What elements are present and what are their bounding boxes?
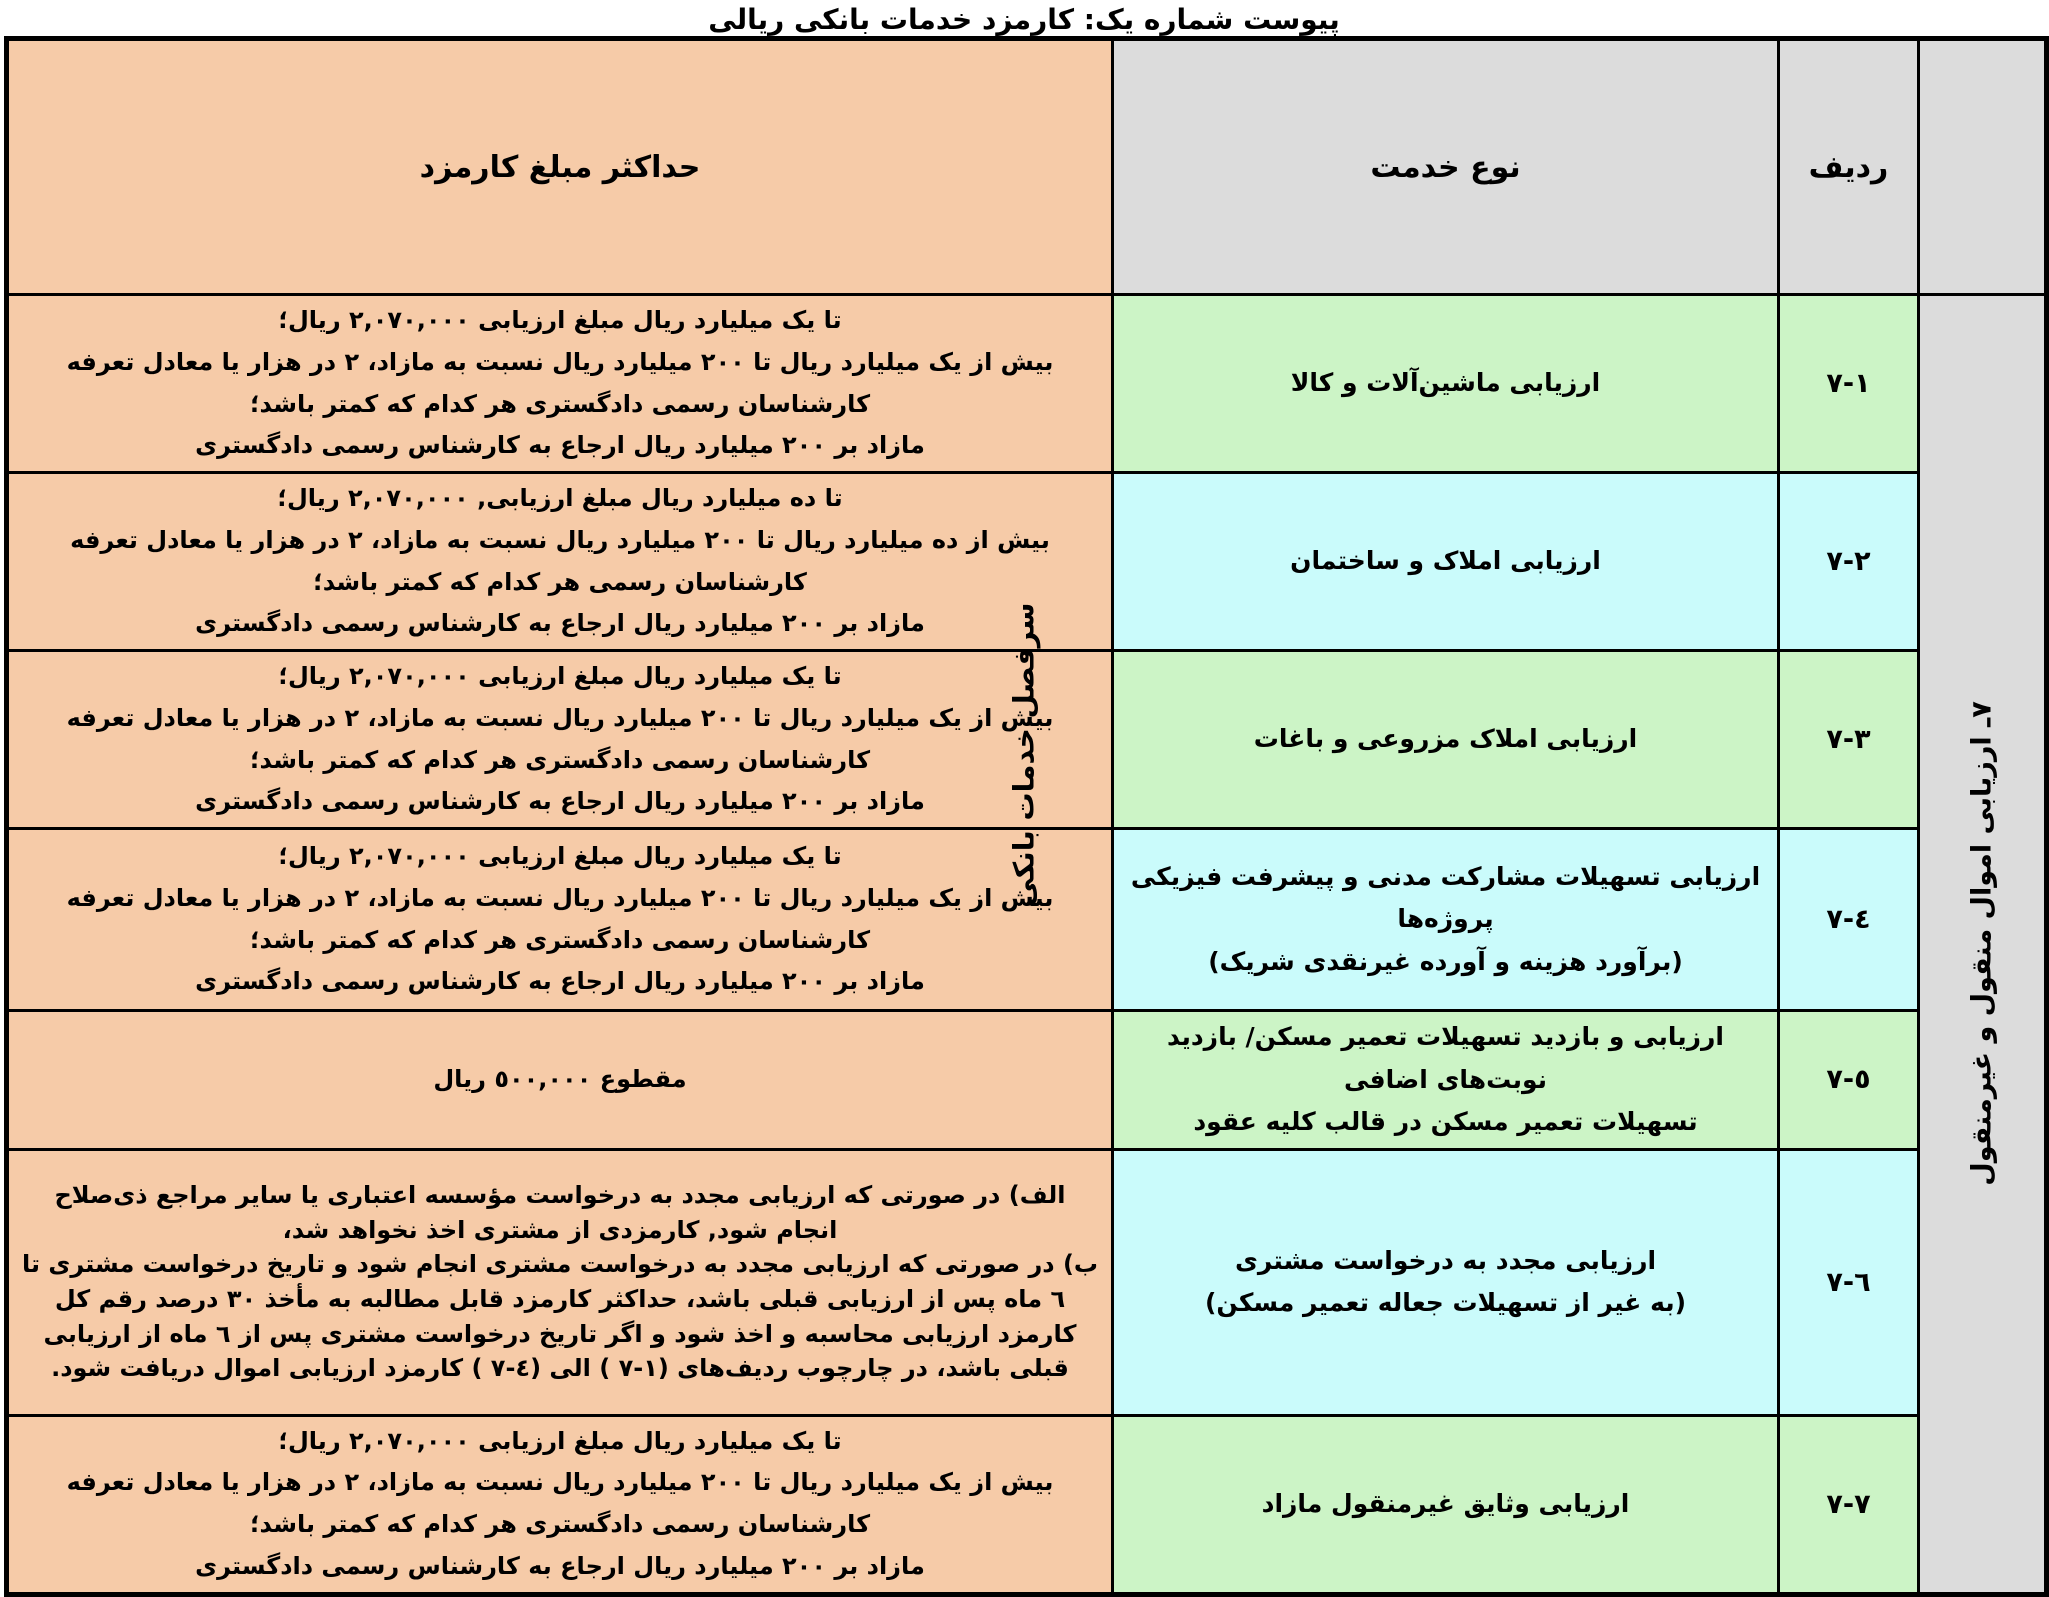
section-label: ۷ـ ارزیابی اموال منقول و غیرمنقول — [1966, 701, 1998, 1186]
row-number-cell: ۷-٤ — [1779, 829, 1919, 1011]
fee-cell: تا یک میلیارد ریال مبلغ ارزیابی ۲,۰۷۰,۰۰۰ ریال؛ بیش از یک میلیارد ریال تا ۲۰۰ میلیارد ریال نسبت به مازاد، ۲ در هزار یا معادل تعرفه کارشناسان رسمی دادگستری هر کدام که کمتر باشد؛ مازاد بر ۲۰۰ میلیارد ریال ارجاع به کارشناس رسمی دادگستری — [7, 651, 1113, 829]
row-number-cell: ۷-۳ — [1779, 651, 1919, 829]
row-number-cell: ۷-۲ — [1779, 473, 1919, 651]
col-header-row-no: ردیف — [1779, 39, 1919, 295]
fee-cell: تا ده میلیارد ریال مبلغ ارزیابی, ۲,۰۷۰,۰۰۰ ریال؛ بیش از ده میلیارد ریال تا ۲۰۰ میلیارد ریال نسبت به مازاد، ۲ در هزار یا معادل تعرفه کارشناسان رسمی هر کدام که کمتر باشد؛ مازاد بر ۲۰۰ میلیارد ریال ارجاع به کارشناس رسمی دادگستری — [7, 473, 1113, 651]
fee-cell: تا یک میلیارد ریال مبلغ ارزیابی ۲,۰۷۰,۰۰۰ ریال؛ بیش از یک میلیارد ریال تا ۲۰۰ میلیارد ریال نسبت به مازاد، ۲ در هزار یا معادل تعرفه کارشناسان رسمی دادگستری هر کدام که کمتر باشد؛ مازاد بر ۲۰۰ میلیارد ریال ارجاع به کارشناس رسمی دادگستری — [7, 1415, 1113, 1594]
service-cell: ارزیابی وثایق غیرمنقول مازاد — [1113, 1415, 1779, 1594]
fee-cell: الف) در صورتی که ارزیابی مجدد به درخواست مؤسسه اعتباری یا سایر مراجع ذی‌صلاح انجام شود, کارمزدی از مشتری اخذ نخواهد شد، ب) در صورتی که ارزیابی مجدد به درخواست مشتری انجام شود و تاریخ درخواست مشتری تا ٦ ماه پس از ارزیابی قبلی باشد، حداکثر کارمزد قابل مطالبه به مأخذ ۳۰ درصد رقم کل کارمزد ارزیابی محاسبه و اخذ شود و اگر تاریخ درخواست مشتری پس از ٦ ماه از ارزیابی قبلی باشد، در چارچوب ردیف‌های (‭۷-۱‬ ) الی (‭۷-٤‬ ) کارمزد ارزیابی اموال دریافت شود. — [7, 1149, 1113, 1415]
fee-cell: تا یک میلیارد ریال مبلغ ارزیابی ۲,۰۷۰,۰۰۰ ریال؛ بیش از یک میلیارد ریال تا ۲۰۰ میلیارد ریال نسبت به مازاد، ۲ در هزار یا معادل تعرفه کارشناسان رسمی دادگستری هر کدام که کمتر باشد؛ مازاد بر ۲۰۰ میلیارد ریال ارجاع به کارشناس رسمی دادگستری — [7, 295, 1113, 473]
page-title: پیوست شماره یک: کارمزد خدمات بانکی ریالی — [708, 3, 1340, 36]
col-header-section-label: سرفصل خدمات بانکی — [1007, 602, 1041, 907]
row-number-cell: ۷-٥ — [1779, 1011, 1919, 1150]
service-cell: ارزیابی تسهیلات مشارکت مدنی و پیشرفت فیزیکی پروژه‌ها (برآورد هزینه و آورده غیرنقدی شریک) — [1113, 829, 1779, 1011]
fee-cell: تا یک میلیارد ریال مبلغ ارزیابی ۲,۰۷۰,۰۰۰ ریال؛ بیش از یک میلیارد ریال تا ۲۰۰ میلیارد ریال نسبت به مازاد، ۲ در هزار یا معادل تعرفه کارشناسان رسمی دادگستری هر کدام که کمتر باشد؛ مازاد بر ۲۰۰ میلیارد ریال ارجاع به کارشناس رسمی دادگستری — [7, 829, 1113, 1011]
service-cell: ارزیابی و بازدید تسهیلات تعمیر مسکن/ بازدید نوبت‌های اضافی تسهیلات تعمیر مسکن در قالب کلیه عقود — [1113, 1011, 1779, 1150]
service-cell: ارزیابی مجدد به درخواست مشتری (به غیر از تسهیلات جعاله تعمیر مسکن) — [1113, 1149, 1779, 1415]
header-row — [7, 39, 2047, 295]
service-cell: ارزیابی املاک مزروعی و باغات — [1113, 651, 1779, 829]
service-cell: ارزیابی ماشین‌آلات و کالا — [1113, 295, 1779, 473]
row-number-cell: ۷-٦ — [1779, 1149, 1919, 1415]
row-number-cell: ۷-۷ — [1779, 1415, 1919, 1594]
col-header-fee: حداکثر مبلغ کارمزد — [7, 39, 1113, 295]
fees-table — [4, 36, 2049, 1597]
row-number-cell: ۷-۱ — [1779, 295, 1919, 473]
service-cell: ارزیابی املاک و ساختمان — [1113, 473, 1779, 651]
fee-cell: مقطوع ٥٠٠,٠٠٠ ریال — [7, 1011, 1113, 1150]
section-rotated-box — [1920, 296, 2044, 1592]
section-cell — [1919, 295, 2047, 1595]
col-header-service: نوع خدمت — [1113, 39, 1779, 295]
